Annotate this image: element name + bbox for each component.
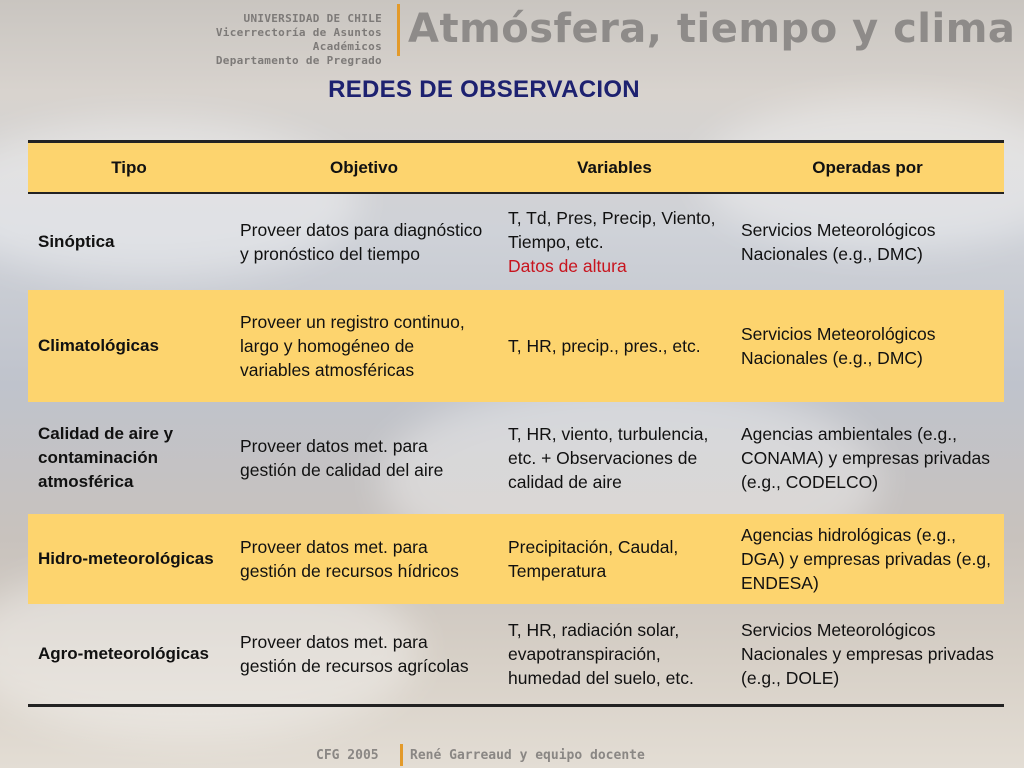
table-header-row — [28, 143, 1004, 194]
column-header-variables: Variables — [577, 157, 652, 177]
cell-operadas: Servicios Meteorológicos Nacionales (e.g., DMC) — [741, 220, 936, 264]
cell-objetivo: Proveer datos met. para gestión de recursos agrícolas — [240, 632, 469, 676]
cell-operadas: Servicios Meteorológicos Nacionales y empresas privadas (e.g., DOLE) — [741, 620, 994, 688]
footer-authors: René Garreaud y equipo docente — [410, 748, 645, 763]
cell-operadas: Servicios Meteorológicos Nacionales (e.g., DMC) — [741, 324, 936, 368]
table-row — [28, 290, 1004, 402]
slide-header — [0, 0, 1024, 67]
institution-line: Vicerrectoría de Asuntos Académicos — [215, 26, 382, 53]
table-row — [28, 194, 1004, 290]
institution-block — [160, 12, 382, 68]
cell-operadas: Agencias ambientales (e.g., CONAMA) y empresas privadas (e.g., CODELCO) — [741, 424, 990, 492]
table-row — [28, 402, 1004, 514]
cell-tipo: Agro-meteorológicas — [38, 644, 209, 663]
column-header-tipo: Tipo — [111, 157, 147, 177]
column-header-operadas: Operadas por — [812, 157, 923, 177]
cell-variables: T, HR, precip., pres., etc. — [508, 336, 701, 356]
table-row — [28, 514, 1004, 604]
cell-tipo: Calidad de aire y contaminación atmosférica — [38, 424, 174, 491]
institution-line: Departamento de Pregrado — [215, 54, 382, 67]
course-title: Atmósfera, tiempo y clima — [408, 6, 1016, 52]
header-divider — [397, 4, 400, 56]
slide-title: REDES DE OBSERVACION — [328, 76, 640, 103]
cell-objetivo: Proveer datos para diagnóstico y pronóstico del tiempo — [240, 220, 483, 264]
table-row — [28, 604, 1004, 704]
cell-tipo: Climatológicas — [38, 336, 159, 355]
cell-operadas: Agencias hidrológicas (e.g., DGA) y empresas privadas (e.g, ENDESA) — [741, 525, 991, 593]
footer-divider — [400, 744, 403, 766]
cell-tipo: Hidro-meteorológicas — [38, 549, 214, 568]
cell-variables-extra: Datos de altura — [508, 256, 627, 276]
observation-networks-table — [28, 140, 1004, 707]
cell-tipo: Sinóptica — [38, 232, 115, 251]
cell-variables: Precipitación, Caudal, Temperatura — [508, 537, 679, 581]
cell-objetivo: Proveer un registro continuo, largo y homogéneo de variables atmosféricas — [240, 312, 465, 380]
cell-variables-text: T, Td, Pres, Precip, Viento, Tiempo, etc. — [508, 208, 716, 252]
institution-line: UNIVERSIDAD DE CHILE — [243, 12, 382, 25]
footer-course-code: CFG 2005 — [316, 748, 379, 763]
cell-variables — [498, 194, 731, 290]
slide-footer — [0, 740, 1024, 768]
cell-objetivo: Proveer datos met. para gestión de recursos hídricos — [240, 537, 459, 581]
cell-objetivo: Proveer datos met. para gestión de calidad del aire — [240, 436, 444, 480]
column-header-objetivo: Objetivo — [329, 157, 398, 177]
cell-variables: T, HR, viento, turbulencia, etc. + Observaciones de calidad de aire — [508, 424, 709, 492]
cell-variables: T, HR, radiación solar, evapotranspiración, humedad del suelo, etc. — [508, 620, 694, 688]
